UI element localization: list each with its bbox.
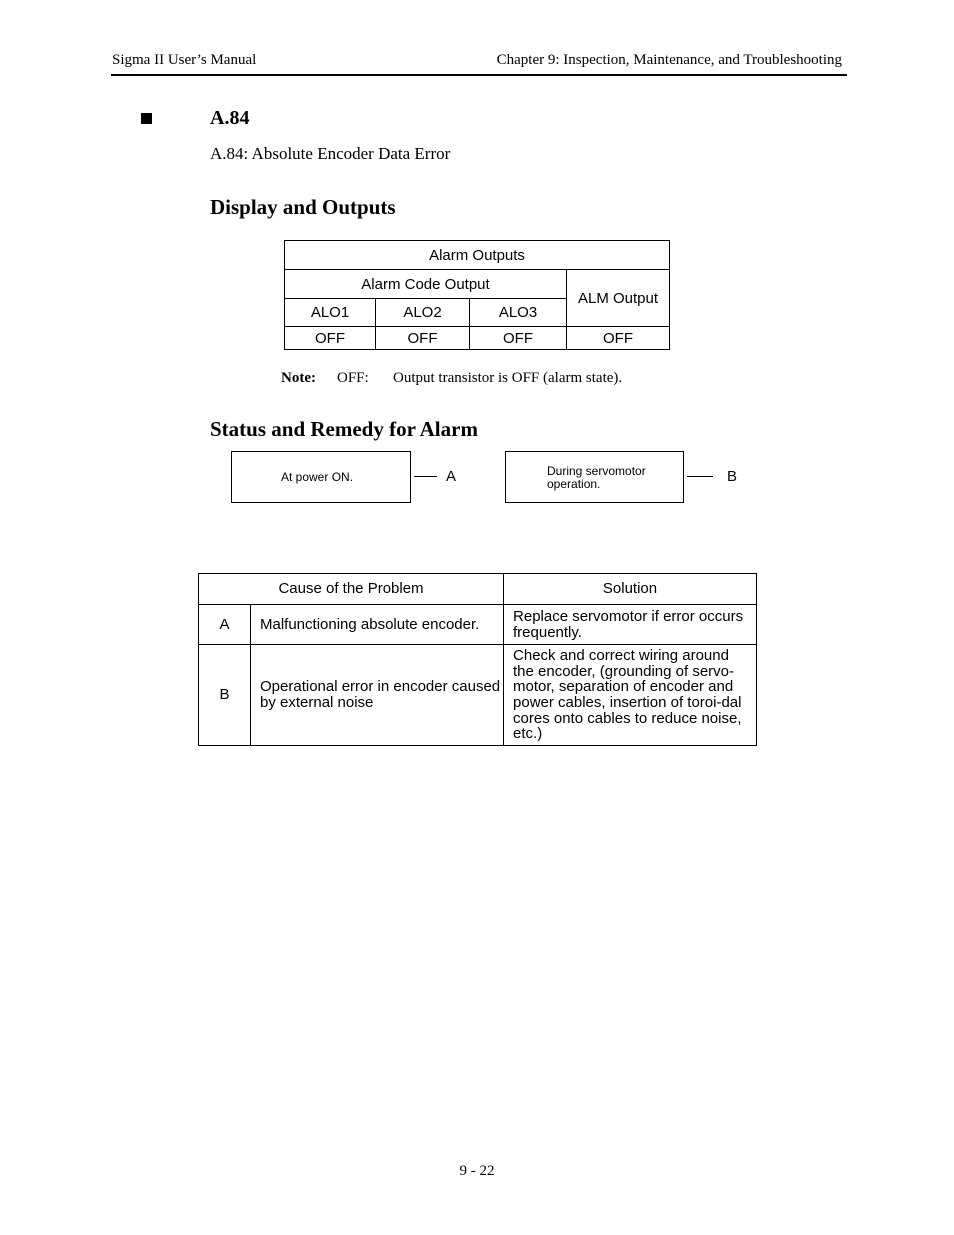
leader-line [687,476,713,477]
row-cause: Operational error in encoder caused by external noise [251,645,504,746]
row-solution: Check and correct wiring around the encoder, (grounding of servo-motor, separation of encoder and power cables, insertion of toroi-dal cores onto cables to reduce noise, etc.) [504,645,757,746]
state-label: A [446,468,457,485]
state-box-power-on [231,451,411,503]
row-solution: Replace servomotor if error occurs frequently. [504,605,757,645]
cause-solution-table [198,573,757,746]
alarm-description: A.84: Absolute Encoder Data Error [210,144,451,163]
note-label: Note: [281,370,316,386]
state-text: During servomotor operation. [547,464,646,491]
alarm-heading: A.84 [210,107,250,129]
table-row [199,605,757,645]
section-title-status-remedy: Status and Remedy for Alarm [210,417,478,441]
value-alm: OFF [567,327,670,350]
output-note [281,370,623,387]
state-box-operation [505,451,684,503]
alm-output-header: ALM Output [567,270,670,327]
value-alo1: OFF [285,327,376,350]
column-header-alo3: ALO3 [470,299,567,327]
page-number: 9 - 22 [459,1163,495,1179]
alarm-outputs-header: Alarm Outputs [285,241,670,270]
leader-line [414,476,437,477]
solution-header: Solution [504,574,757,605]
header-divider [111,74,847,76]
row-cause: Malfunctioning absolute encoder. [251,605,504,645]
column-header-alo1: ALO1 [285,299,376,327]
header-chapter-title: Chapter 9: Inspection, Maintenance, and Troubleshooting [496,52,842,68]
alarm-outputs-table [284,240,670,350]
table-row [199,645,757,746]
row-id: B [199,645,251,746]
row-id: A [199,605,251,645]
alarm-code-output-header: Alarm Code Output [285,270,567,299]
state-label: B [727,468,738,485]
column-header-alo2: ALO2 [376,299,470,327]
square-bullet-icon [141,113,152,124]
header-manual-title: Sigma II User’s Manual [112,52,257,68]
value-alo2: OFF [376,327,470,350]
value-alo3: OFF [470,327,567,350]
note-definition: Output transistor is OFF (alarm state). [393,370,623,386]
note-term: OFF: [337,370,369,386]
section-title-display-outputs: Display and Outputs [210,195,396,219]
state-text: At power ON. [281,470,354,484]
cause-header: Cause of the Problem [199,574,504,605]
